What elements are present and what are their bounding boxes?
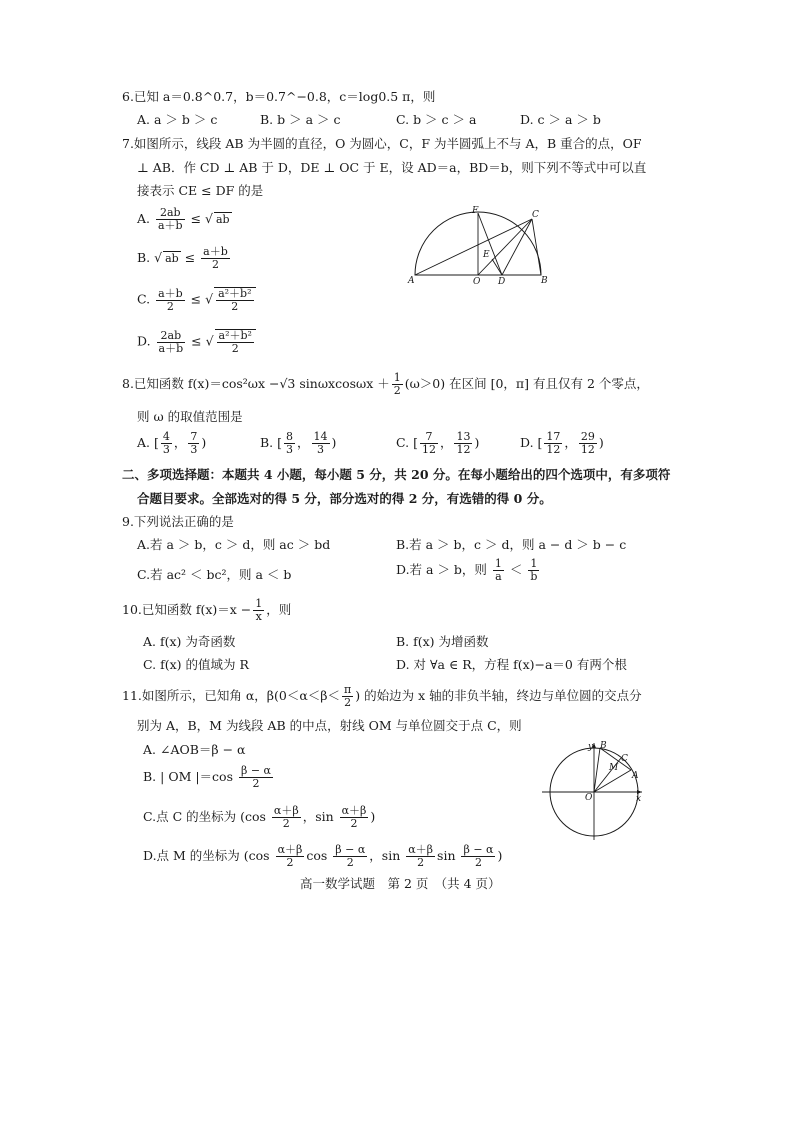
q11-label-b: B bbox=[600, 741, 607, 751]
q9-option-b: B.若 a ＞ b，c ＞ d，则 a − d ＞ b − c bbox=[396, 537, 627, 552]
q7-label-c: C bbox=[532, 210, 539, 220]
q7-line1: 7.如图所示，线段 AB 为半圆的直径，O 为圆心，C，F 为半圆弧上不与 A，B 重合的点，OF bbox=[122, 136, 642, 151]
q11-label-m: M bbox=[609, 763, 619, 773]
q8-option-b: B. [ $\frac{8}{3}$ ， $\frac{14}{3}$ ) bbox=[260, 430, 337, 456]
q7-line3: 接表示 CE ≤ DF 的是 bbox=[137, 183, 264, 198]
q7-label-a: A bbox=[408, 276, 415, 286]
q7-option-b: B. √ ab ≤ $\frac{a+b}{2}$ bbox=[137, 245, 228, 271]
q10-option-c: C. f(x) 的值域为 R bbox=[143, 657, 249, 672]
section2-line1: 二、多项选择题：本题共 4 小题，每小题 5 分，共 20 分。在每小题给出的四个选项中，有多项符 bbox=[122, 467, 671, 482]
section2-line2: 合题目要求。全部选对的得 5 分，部分选对的得 2 分，有选错的得 0 分。 bbox=[137, 491, 552, 506]
q7-label-b: B bbox=[541, 276, 548, 286]
q8-stem: 8.已知函数 f(x)＝cos²ωx −√3 sinωxcosωx ＋ $\frac{1}{2}$ (ω＞0) 在区间 [0，π] 有且仅有 2 个零点， bbox=[122, 371, 649, 397]
q8-option-d: D. [ $\frac{17}{12}$ ， $\frac{29}{12}$ ) bbox=[520, 430, 604, 456]
page-footer: 高一数学试题 第 2 页 （共 4 页） bbox=[300, 876, 501, 891]
q7-label-e: E bbox=[483, 250, 490, 260]
q9-option-c: C.若 ac² ＜ bc²，则 a ＜ b bbox=[137, 567, 292, 582]
q11-label-c: C bbox=[621, 754, 628, 764]
q8-option-c: C. [ $\frac{7}{12}$ ， $\frac{13}{12}$ ) bbox=[396, 430, 480, 456]
q6-option-b: B. b ＞ a ＞ c bbox=[260, 112, 341, 127]
q6-option-c: C. b ＞ c ＞ a bbox=[396, 112, 477, 127]
q6-option-a: A. a ＞ b ＞ c bbox=[137, 112, 218, 127]
q11-label-x: x bbox=[636, 794, 642, 804]
q11-label-o: O bbox=[585, 793, 593, 803]
q8-line2: 则 ω 的取值范围是 bbox=[137, 409, 243, 424]
q11-option-a: A. ∠AOB＝β − α bbox=[143, 742, 246, 757]
q7-option-c: C. $\frac{a+b}{2}$ ≤ √ $\frac{\text{a²＋b²}}{2}$ bbox=[137, 287, 256, 313]
q9-option-a: A.若 a ＞ b，c ＞ d，则 ac ＞ bd bbox=[137, 537, 331, 552]
q10-option-a: A. f(x) 为奇函数 bbox=[143, 634, 236, 649]
q6-option-d: D. c ＞ a ＞ b bbox=[520, 112, 601, 127]
q11-line2: 别为 A，B，M 为线段 AB 的中点，射线 OM 与单位圆交于点 C，则 bbox=[137, 718, 522, 733]
q7-line2: ⊥ AB．作 CD ⊥ AB 于 D，DE ⊥ OC 于 E，设 AD＝a，BD＝b，则下列不等式中可以直 bbox=[137, 160, 647, 175]
q7-label-f: F bbox=[472, 206, 479, 216]
q11-line1: 11.如图所示，已知角 α，β(0＜α＜β＜ $\frac{\pi}{2}$ ) 的始边为 x 轴的非负半轴，终边与单位圆的交点分 bbox=[122, 683, 642, 709]
q7-semicircle-figure bbox=[405, 205, 548, 287]
q10-option-d: D. 对 ∀a ∈ R，方程 f(x)−a＝0 有两个根 bbox=[396, 657, 627, 672]
q6-stem: 6.已知 a＝0.8^0.7，b＝0.7^−0.8，c＝log0.5 π，则 bbox=[122, 89, 436, 104]
q10-option-b: B. f(x) 为增函数 bbox=[396, 634, 489, 649]
q10-stem: 10.已知函数 f(x)＝x − $\frac{1}{x}$ ，则 bbox=[122, 597, 292, 623]
q9-option-d: D.若 a ＞ b，则 $\frac{1}{a}$ ＜ $\frac{1}{b}$ bbox=[396, 557, 538, 583]
q11-option-c: C.点 C 的坐标为 (cos $\frac{\alpha+\beta}{2}$ ，sin $\frac{\alpha+\beta}{2}$ ) bbox=[143, 804, 376, 830]
q11-label-y: y bbox=[588, 742, 594, 752]
q11-unit-circle-figure bbox=[538, 740, 648, 844]
q9-stem: 9.下列说法正确的是 bbox=[122, 514, 234, 529]
q7-option-a: A. $\frac{2ab}{a+b}$ ≤ √ ab bbox=[137, 206, 230, 232]
q7-label-d: D bbox=[498, 277, 506, 287]
q11-option-b: B. | OM |＝cos $\frac{\beta - \alpha}{2}$ bbox=[143, 764, 271, 790]
q8-option-a: A. [ $\frac{4}{3}$ ， $\frac{7}{3}$ ) bbox=[137, 430, 207, 456]
q7-label-o: O bbox=[473, 277, 481, 287]
q11-option-d: D.点 M 的坐标为 (cos $\frac{\alpha+\beta}{2}$ cos $\frac{\beta - \alpha}{2}$ ，sin $\frac{\alpha+\beta}{2}$ sin $\frac{\beta - \alpha}{2}$ ) bbox=[143, 843, 503, 869]
q7-option-d: D. $\frac{2ab}{a+b}$ ≤ √ $\frac{\text{a²＋b²}}{2}$ bbox=[137, 329, 256, 355]
q11-label-a: A bbox=[632, 771, 639, 781]
